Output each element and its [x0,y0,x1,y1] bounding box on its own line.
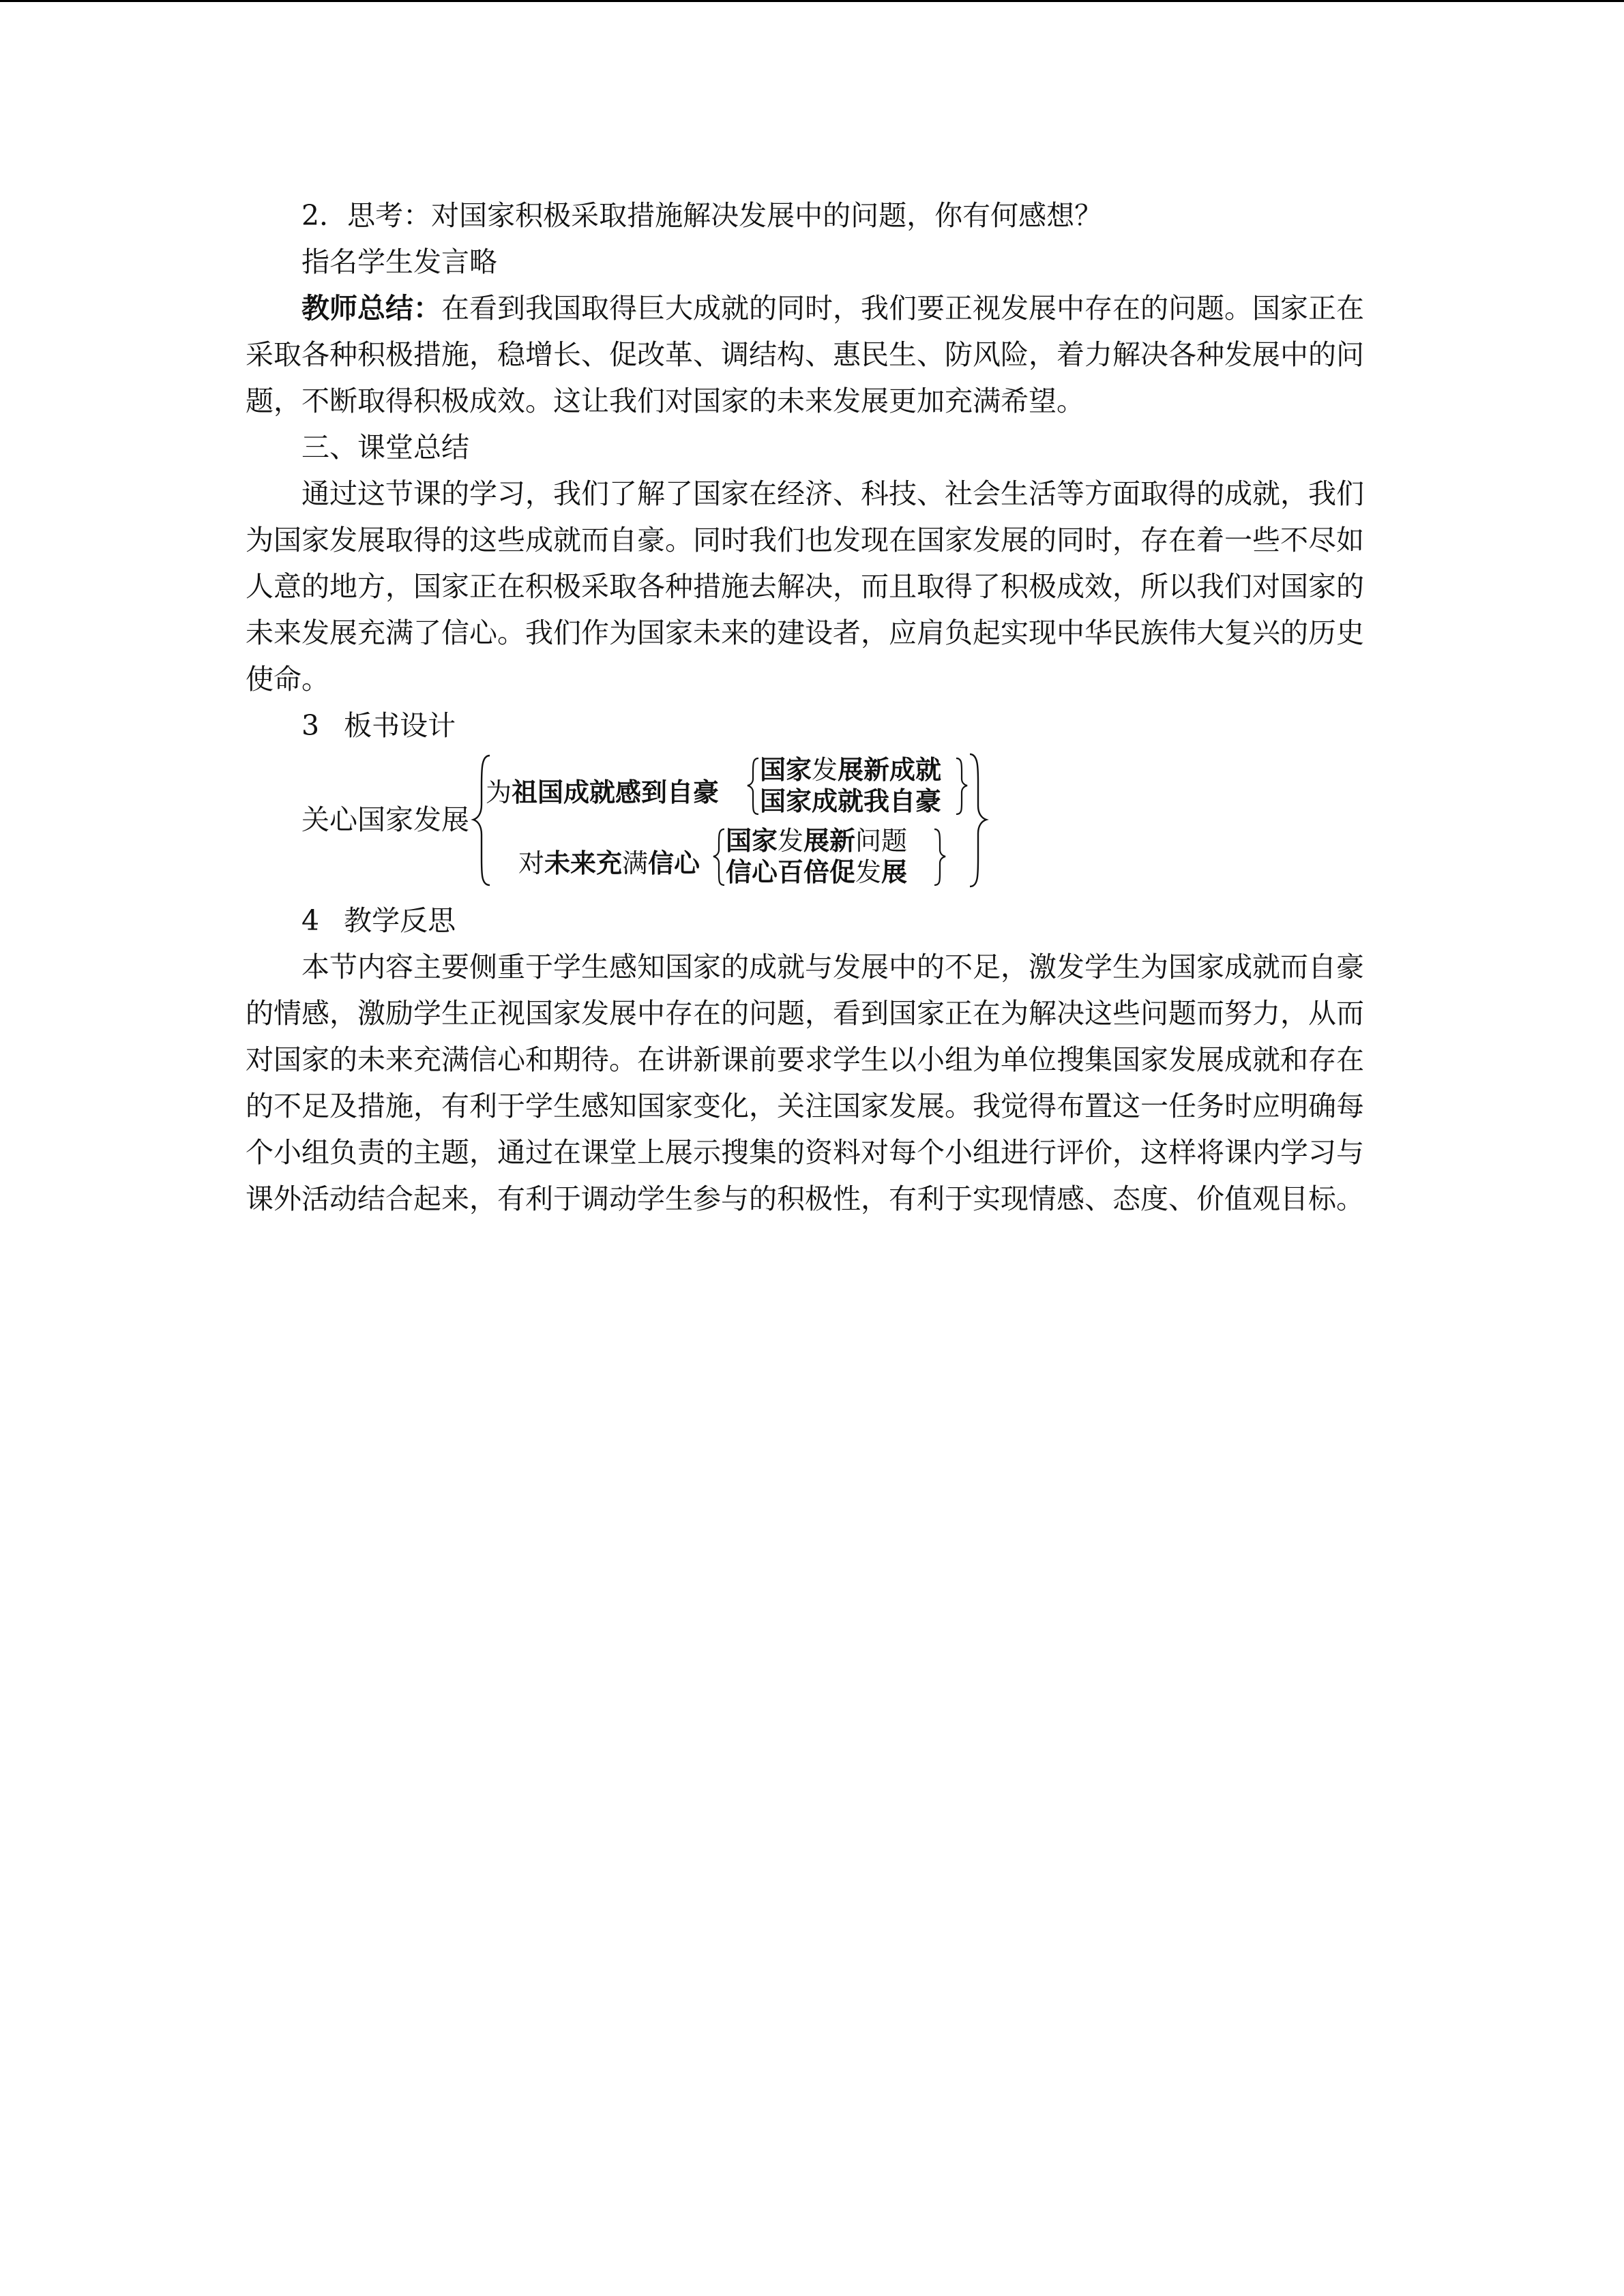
reflection-title: 教学反思 [344,904,456,937]
board-leaf-2-2 [726,855,907,889]
answer-note: 指名学生发言略 [301,245,497,278]
teacher-summary [246,285,1364,424]
lower-left-brace [713,829,724,885]
top-border-rule [0,0,1624,2]
document-body [246,192,1364,1222]
reflection-heading [246,897,1364,944]
board-branch-1 [486,769,719,816]
branch-2-label-b: 满 [622,848,649,878]
teacher-summary-label: 教师总结： [301,292,441,325]
upper-left-brace [748,758,758,814]
branch-2-label-a: 未来充 [544,848,623,878]
leaf-2-1-part-a: 国家 [726,826,778,856]
branch-2-label-c: 信心 [648,848,700,878]
board-leaf-1-1 [760,753,941,787]
leaf-2-1-part-d: 问题 [855,826,908,856]
question-2: 2．思考：对国家积极采取措施解决发展中的问题，你有何感想？ [301,199,1103,232]
reflection-number: 4 [301,904,320,937]
board-leaf-1-2: 国家成就我自豪 [760,786,942,816]
board-branch-2 [518,840,700,886]
leaf-2-2-part-c: 展 [881,857,908,887]
branch-1-prefix: 为 [486,777,512,807]
board-design-number: 3 [301,709,320,742]
leaf-1-1-part-c: 展新成就 [838,755,942,785]
reflection-text: 本节内容主要侧重于学生感知国家的成就与发展中的不足，激发学生为国家成就而自豪的情感，激励学生正视国家发展中存在的问题，看到国家正在为解决这些问题而努力，从而对国家的未来充满信心和期待。在讲新课前要求学生以小组为单位搜集国家发展成就和存在的不足及措施，有利于学生感知国家变化，关注国家发展。我觉得布置这一任务时应明确每个小组负责的主题，通过在课堂上展示搜集的资料对每个小组进行评价，这样将课内学习与课外活动结合起来，有利于调动学生参与的积极性，有利于实现情感、态度、价值观目标。 [246,951,1364,1215]
board-design-heading [246,702,1364,749]
leaf-2-2-part-b: 发 [855,857,882,887]
leaf-2-2-part-a: 信心百倍促 [726,857,856,887]
teacher-summary-text: 在看到我国取得巨大成就的同时，我们要正视发展中存在的问题。国家正在采取各种积极措施，稳增长、促改革、调结构、惠民生、防风险，着力解决各种发展中的问题，不断取得积极成效。这让我们对国家的未来发展更加充满希望。 [246,292,1364,417]
leaf-1-1-part-a: 国家 [760,755,812,785]
leaf-2-1-part-b: 发 [778,826,804,856]
board-design-title: 板书设计 [344,709,456,742]
upper-right-brace [956,758,967,814]
section-3-heading: 三、课堂总结 [301,431,469,464]
lower-right-brace [934,829,945,885]
board-design-diagram [246,749,1364,892]
board-root-label: 关心国家发展 [301,803,469,836]
board-leaf-2-1 [726,824,907,858]
leaf-1-1-part-b: 发 [812,755,838,785]
leaf-2-1-part-c: 展新 [803,826,856,856]
outer-right-brace [970,754,986,886]
branch-1-label: 祖国成就感到自豪 [512,777,720,807]
branch-2-prefix: 对 [518,848,545,878]
section-3-text: 通过这节课的学习，我们了解了国家在经济、科技、社会生活等方面取得的成就，我们为国家发展取得的这些成就而自豪。同时我们也发现在国家发展的同时，存在着一些不尽如人意的地方，国家正在积极采取各种措施去解决，而且取得了积极成效，所以我们对国家的未来发展充满了信心。我们作为国家未来的建设者，应肩负起实现中华民族伟大复兴的历史使命。 [246,477,1364,696]
